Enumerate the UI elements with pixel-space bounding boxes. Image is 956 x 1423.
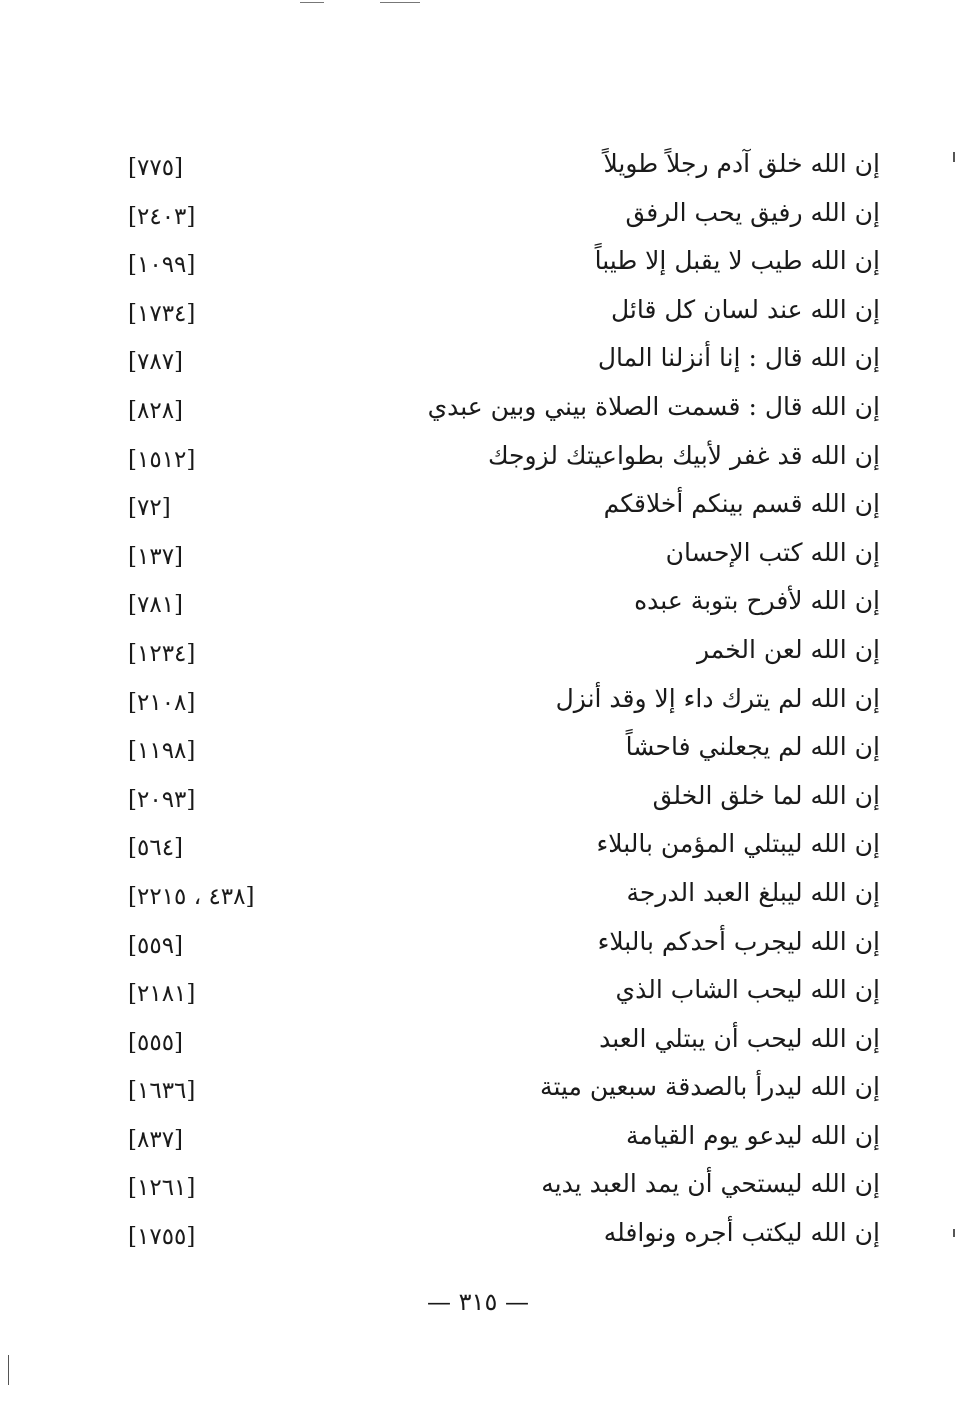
hadith-text: إن الله لم يجعلني فاحشاً	[625, 732, 880, 762]
hadith-text: إن الله ليجرب أحدكم بالبلاء	[597, 926, 880, 956]
hadith-text: إن الله ليكتب أجره ونوافله	[603, 1218, 880, 1248]
index-entry	[120, 626, 880, 675]
hadith-index-list	[120, 140, 880, 1258]
hadith-reference: [١٢٦١]	[128, 1175, 196, 1202]
hadith-text: إن الله ليحب الشاب الذي	[615, 975, 880, 1005]
index-entry	[120, 1015, 880, 1064]
hadith-text: إن الله لم يترك داء إلا وقد أنزل	[555, 683, 880, 713]
hadith-reference: [٥٥٥]	[128, 1029, 184, 1056]
hadith-reference: [٢٠٩٣]	[128, 786, 196, 813]
hadith-reference: [٢٤٠٣]	[128, 203, 196, 230]
hadith-reference: [١٧٣٤]	[128, 300, 196, 327]
page-number: — ٣١٥ —	[427, 1288, 529, 1316]
index-entry	[120, 237, 880, 286]
hadith-reference: [١٠٩٩]	[128, 252, 196, 279]
hadith-reference: [١٧٥٥]	[128, 1224, 196, 1251]
hadith-text: إن الله عند لسان كل قائل	[610, 294, 880, 324]
index-entry	[120, 966, 880, 1015]
hadith-reference: [١٥١٢]	[128, 446, 196, 473]
index-entry	[120, 140, 880, 189]
index-entry	[120, 1160, 880, 1209]
hadith-reference: [١٣٧]	[128, 543, 184, 570]
index-entry	[120, 334, 880, 383]
hadith-text: إن الله قد غفر لأبيك بطواعيتك لزوجك	[487, 440, 880, 470]
hadith-text: إن الله ليبتلي المؤمن بالبلاء	[596, 829, 880, 859]
index-entry	[120, 286, 880, 335]
margin-mark	[953, 1229, 955, 1237]
hadith-reference: [٧٨٧]	[128, 349, 184, 376]
index-entry	[120, 432, 880, 481]
hadith-text: إن الله طيب لا يقبل إلا طيباً	[594, 246, 880, 276]
hadith-text: إن الله قال : إنا أنزلنا المال	[597, 343, 880, 373]
index-entry	[120, 869, 880, 918]
hadith-reference: [٤٣٨ ، ٢٢١٥]	[128, 883, 255, 910]
margin-mark	[953, 152, 955, 162]
hadith-text: إن الله قال : قسمت الصلاة بيني وبين عبدي	[427, 391, 880, 421]
index-entry	[120, 675, 880, 724]
hadith-reference: [٥٥٩]	[128, 932, 184, 959]
hadith-reference: [٨٢٨]	[128, 397, 184, 424]
index-entry	[120, 772, 880, 821]
hadith-text: إن الله ليدرأ بالصدقة سبعين ميتة	[540, 1072, 880, 1102]
hadith-reference: [٢١٠٨]	[128, 689, 196, 716]
hadith-text: إن الله رفيق يحب الرفق	[625, 197, 880, 227]
hadith-reference: [٨٣٧]	[128, 1126, 184, 1153]
index-entry	[120, 189, 880, 238]
index-entry	[120, 723, 880, 772]
hadith-reference: [٢١٨١]	[128, 981, 196, 1008]
hadith-text: إن الله ليستحي أن يمد العبد يديه	[541, 1169, 880, 1199]
hadith-text: إن الله خلق آدم رجلاً طويلاً	[603, 149, 880, 178]
hadith-reference: [١١٩٨]	[128, 738, 196, 765]
index-entry	[120, 1209, 880, 1258]
index-entry	[120, 480, 880, 529]
hadith-text: إن الله ليحب أن يبتلي العبد	[599, 1023, 880, 1053]
margin-mark	[8, 1355, 9, 1385]
hadith-reference: [٧٢]	[128, 495, 171, 522]
hadith-text: إن الله ليدعو يوم القيامة	[626, 1120, 880, 1150]
index-entry	[120, 1112, 880, 1161]
hadith-text: إن الله قسم بينكم أخلاقكم	[603, 489, 880, 519]
hadith-reference: [٥٦٤]	[128, 835, 184, 862]
hadith-text: إن الله كتب الإحسان	[665, 537, 880, 567]
hadith-text: إن الله لأفرح بتوبة عبده	[634, 586, 880, 616]
hadith-text: إن الله ليبلغ العبد الدرجة	[626, 877, 880, 907]
hadith-reference: [١٦٣٦]	[128, 1078, 196, 1105]
index-entry	[120, 577, 880, 626]
hadith-reference: [٧٨١]	[128, 592, 184, 619]
top-scan-marks	[300, 0, 430, 8]
index-entry	[120, 918, 880, 967]
hadith-text: إن الله لعن الخمر	[696, 634, 880, 664]
index-entry	[120, 529, 880, 578]
hadith-text: إن الله لما خلق الخلق	[652, 780, 880, 810]
hadith-reference: [٧٧٥]	[128, 155, 184, 181]
index-entry	[120, 820, 880, 869]
index-entry	[120, 1063, 880, 1112]
index-entry	[120, 383, 880, 432]
hadith-reference: [١٢٣٤]	[128, 640, 196, 667]
